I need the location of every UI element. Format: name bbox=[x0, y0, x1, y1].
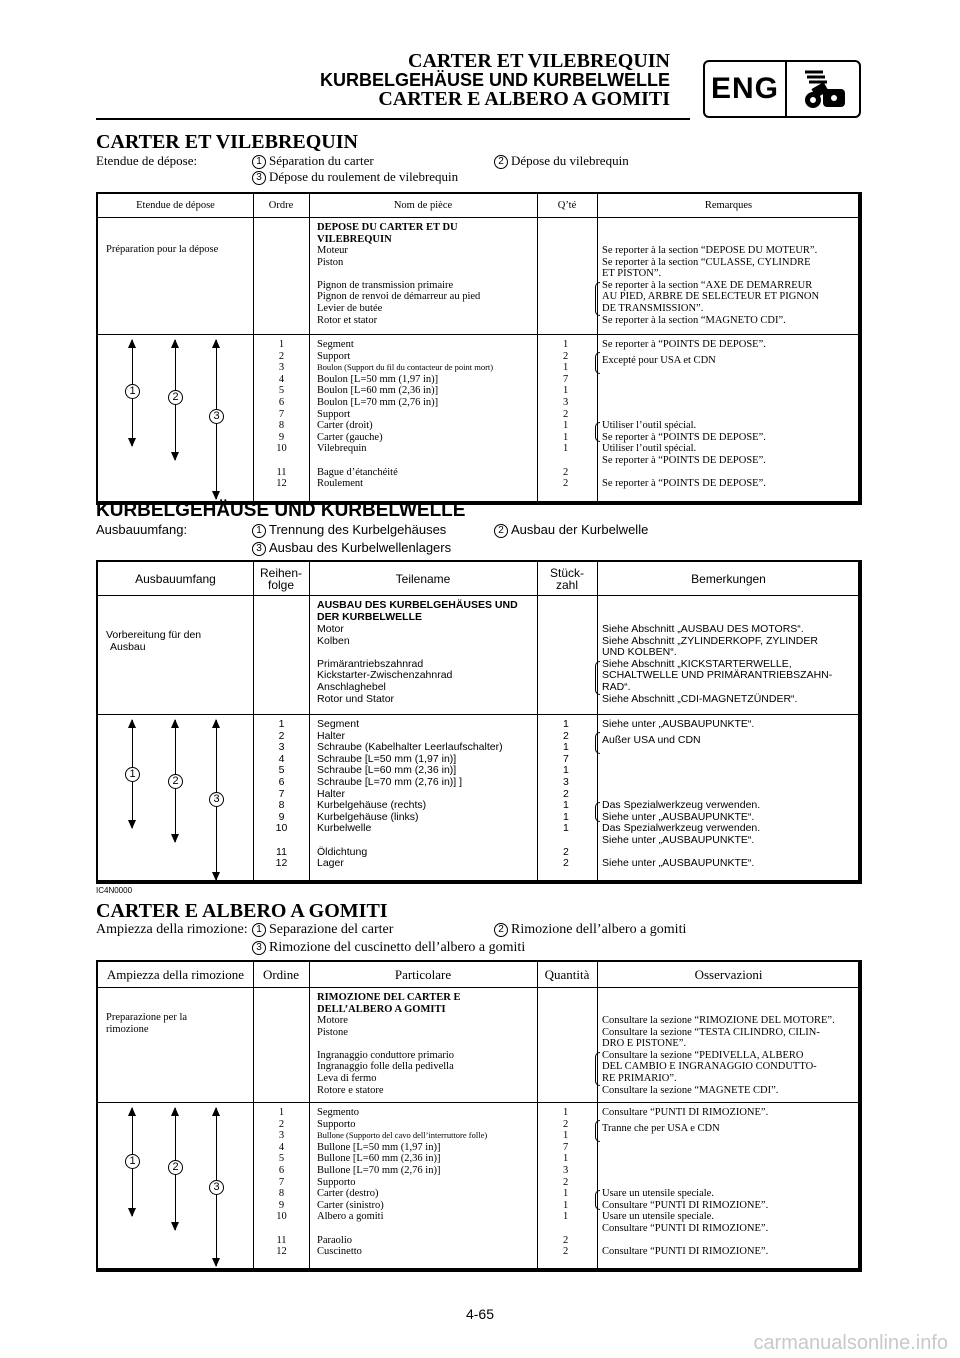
remarks-brace bbox=[595, 1052, 600, 1086]
scope-item-3: 3 Ausbau des Kurbelwellenlagers bbox=[252, 540, 451, 556]
removal-table-fr bbox=[96, 192, 862, 505]
parts-list: Segmento Supporto Bullone (Supporto del cavo dell’interruttore folle) Bullone [L=50 mm (1,97 in)] Bullone [L=60 mm (2,36 in)] Bullone [L=70 mm (2,76 in)] Supporto Carter (destro) Carter (sinistro) Albero a gomiti Paraolio Cuscinetto bbox=[317, 1107, 488, 1258]
engine-icon bbox=[787, 62, 859, 116]
scope-item-2: 2 Rimozione dell’albero a gomiti bbox=[494, 922, 686, 938]
section-title-it: CARTER E ALBERO A GOMITI bbox=[96, 900, 388, 922]
scope-label: Etendue de dépose: bbox=[96, 153, 198, 168]
col-scope: Ausbauumfang bbox=[135, 571, 216, 586]
marker-2: 2 bbox=[168, 774, 183, 789]
scope-item-1: 1 Trennung des Kurbelgehäuses bbox=[252, 522, 446, 538]
header-title-fr: CARTER ET VILEBREQUIN bbox=[408, 50, 670, 72]
prep-label: Vorbereitung für den Ausbau bbox=[106, 629, 202, 653]
scope-label: Ausbauumfang: bbox=[96, 522, 188, 537]
scope-item-3: 3 Rimozione del cuscinetto dell’albero a gomiti bbox=[252, 940, 525, 956]
remarks-brace bbox=[595, 802, 600, 822]
col-order: Ordine bbox=[262, 966, 300, 982]
col-part: Nom de pièce bbox=[393, 199, 453, 211]
qty-list: 1 2 1 7 1 3 2 1 1 1 2 2 bbox=[563, 339, 569, 490]
parts-list: Segment Support Boulon (Support du fil du contacteur de point mort) Boulon [L=50 mm (1,97 in)] Boulon [L=60 mm (2,36 in)] Boulon [L=70 mm (2,76 in)] Support Carter (droit) Carter (gauche) Vilebrequin Bague d’étanchéité Roulement bbox=[317, 339, 494, 490]
scope-item-2: 2 Ausbau der Kurbelwelle bbox=[494, 522, 648, 538]
table-header bbox=[98, 562, 858, 596]
col-remarks: Bemerkungen bbox=[691, 571, 766, 586]
order-list: 1 2 3 4 5 6 7 8 9 10 11 12 bbox=[275, 718, 288, 870]
prep-remarks-list: Siehe Abschnitt „AUSBAU DES MOTORS“. Siehe Abschnitt „ZYLINDERKOPF, ZYLINDER UND KOLBEN“. Siehe Abschnitt „KICKSTARTERWELLE, SCHALTWELLE UND PRIMÄRANTRIEBSZAHN- RAD“. Siehe Abschnitt „CDI-MAGNETZÜNDER“. bbox=[602, 623, 833, 705]
marker-1: 1 bbox=[125, 384, 140, 399]
col-qty: Q’té bbox=[557, 199, 577, 211]
scope-item-2: 2 Dépose du vilebrequin bbox=[494, 153, 629, 169]
prep-remarks-list: Consultare la sezione “RIMOZIONE DEL MOTORE”. Consultare la sezione “TESTA CILINDRO, CILIN- DRO E PISTONE”. Consultare la sezione “PEDIVELLA, ALBERO DEL CAMBIO E INGRANAGGIO CONDUTTO- RE PRIMARIO”. Consultare la sezione “MAGNETE CDI”. bbox=[602, 1015, 835, 1096]
remarks-brace bbox=[595, 282, 600, 316]
order-list: 1 2 3 4 5 6 7 8 9 10 11 12 bbox=[276, 339, 287, 490]
prep-parts-list: Moteur Piston Pignon de transmission primaire Pignon de renvoi de démarreur au pied Levier de butée Rotor et stator bbox=[317, 245, 481, 326]
col-scope: Etendue de dépose bbox=[136, 199, 215, 211]
col-remarks: Remarques bbox=[704, 199, 753, 211]
remarks-brace bbox=[595, 1120, 600, 1142]
scope-label: Ampiezza della rimozione: bbox=[96, 922, 248, 937]
prep-label: Preparazione per la rimozione bbox=[106, 1012, 188, 1035]
prep-label: Préparation pour la dépose bbox=[106, 244, 219, 255]
prep-remarks-list: Se reporter à la section “DEPOSE DU MOTEUR”. Se reporter à la section “CULASSE, CYLINDRE ET PISTON”. Se reporter à la section “AXE DE DEMARREUR AU PIED, ARBRE DE SELECTEUR ET PIGNON DE TRANSMISSION”. Se reporter à la section “MAGNETO CDI”. bbox=[602, 245, 820, 326]
remarks-list: Se reporter à “POINTS DE DEPOSE”. Excepté pour USA et CDN Utiliser l’outil spécial. Se reporter à “POINTS DE DEPOSE”. Utiliser l’outil spécial. Se reporter à “POINTS DE DEPOSE”. Se reporter à “POINTS DE DEPOSE”. bbox=[602, 339, 766, 490]
col-part: Teilename bbox=[395, 571, 451, 586]
order-list: 1 2 3 4 5 6 7 8 9 10 11 12 bbox=[276, 1107, 287, 1258]
prep-parts-list: Motore Pistone Ingranaggio conduttore primario Ingranaggio folle della pedivella Leva di fermo Rotore e statore bbox=[317, 1015, 455, 1096]
removal-table-de bbox=[96, 560, 862, 884]
remarks-brace bbox=[595, 732, 600, 754]
removal-scope-de bbox=[96, 522, 862, 556]
qty-list: 1 2 1 7 1 3 2 1 1 1 2 2 bbox=[563, 1107, 569, 1258]
marker-3: 3 bbox=[209, 1180, 224, 1195]
scope-item-1: 1 Séparation du carter bbox=[252, 153, 374, 169]
removal-scope-fr bbox=[96, 153, 862, 187]
header-title-de: KURBELGEHÄUSE UND KURBELWELLE bbox=[319, 70, 670, 90]
remarks-brace bbox=[595, 422, 600, 442]
section-fr bbox=[96, 131, 862, 505]
marker-2: 2 bbox=[168, 1160, 183, 1175]
marker-1: 1 bbox=[125, 1154, 140, 1169]
remarks-brace bbox=[595, 1190, 600, 1210]
remarks-brace bbox=[595, 661, 600, 695]
prep-parts-list: Motor Kolben Primärantriebszahnrad Kickstarter-Zwischenzahnrad Anschlaghebel Rotor und Stator bbox=[317, 623, 453, 705]
prep-heading: RIMOZIONE DEL CARTER E DELL’ALBERO A GOMITI bbox=[317, 992, 461, 1015]
section-badge bbox=[703, 60, 861, 118]
header-rule bbox=[96, 118, 690, 120]
section-de bbox=[96, 500, 862, 884]
col-qty: Stück- zahl bbox=[549, 565, 584, 592]
section-title-fr: CARTER ET VILEBREQUIN bbox=[96, 131, 358, 153]
table-header bbox=[98, 194, 858, 218]
prep-heading: DEPOSE DU CARTER ET DU VILEBREQUIN bbox=[317, 222, 458, 245]
marker-3: 3 bbox=[209, 409, 224, 424]
col-remarks: Osservazioni bbox=[694, 966, 763, 982]
qty-list: 1 2 1 7 1 3 2 1 1 1 2 2 bbox=[563, 718, 569, 870]
remarks-brace bbox=[595, 352, 600, 374]
table-header bbox=[98, 962, 858, 988]
watermark: carmanualsonline.info bbox=[753, 1332, 948, 1354]
prep-heading: AUSBAU DES KURBELGEHÄUSES UND DER KURBELWELLE bbox=[317, 599, 518, 623]
col-part: Particolare bbox=[394, 966, 452, 982]
scope-item-1: 1 Separazione del carter bbox=[252, 922, 393, 938]
marker-2: 2 bbox=[168, 390, 183, 405]
col-order: Ordre bbox=[268, 199, 294, 211]
reference-code: IC4N0000 bbox=[96, 886, 133, 895]
col-order: Reihen- folge bbox=[259, 565, 303, 592]
scope-item-3: 3 Dépose du roulement de vilebrequin bbox=[252, 169, 458, 185]
section-it bbox=[96, 900, 862, 1272]
marker-1: 1 bbox=[125, 767, 140, 782]
removal-table-it bbox=[96, 960, 862, 1272]
section-code: ENG bbox=[705, 62, 787, 116]
remarks-list: Consultare “PUNTI DI RIMOZIONE”. Tranne che per USA e CDN Usare un utensile speciale. Consultare “PUNTI DI RIMOZIONE”. Usare un utensile speciale. Consultare “PUNTI DI RIMOZIONE”. Consultare “PUNTI DI RIMOZIONE”. bbox=[602, 1107, 769, 1258]
page-header-titles bbox=[320, 52, 670, 109]
col-scope: Ampiezza della rimozione bbox=[106, 966, 245, 982]
parts-list: Segment Halter Schraube (Kabelhalter Leerlaufschalter) Schraube [L=50 mm (1,97 in)] Schraube [L=60 mm (2,36 in)] Schraube [L=70 mm (2,76 in)] ] Halter Kurbelgehäuse (rechts) Kurbelgehäuse (links) Kurbelwelle Öldichtung Lager bbox=[317, 718, 503, 870]
section-title-de: KURBELGEHÄUSE UND KURBELWELLE bbox=[96, 500, 466, 521]
page-number: 4-65 bbox=[465, 1306, 495, 1322]
marker-3: 3 bbox=[209, 792, 224, 807]
removal-scope-it bbox=[96, 922, 862, 956]
remarks-list: Siehe unter „AUSBAUPUNKTE“. Außer USA und CDN Das Spezialwerkzeug verwenden. Siehe unter „AUSBAUPUNKTE“. Das Spezialwerkzeug verwenden. Siehe unter „AUSBAUPUNKTE“. Siehe unter „AUSBAUPUNKTE“. bbox=[602, 718, 761, 870]
col-qty: Quantità bbox=[544, 966, 590, 982]
header-title-it: CARTER E ALBERO A GOMITI bbox=[378, 88, 670, 110]
